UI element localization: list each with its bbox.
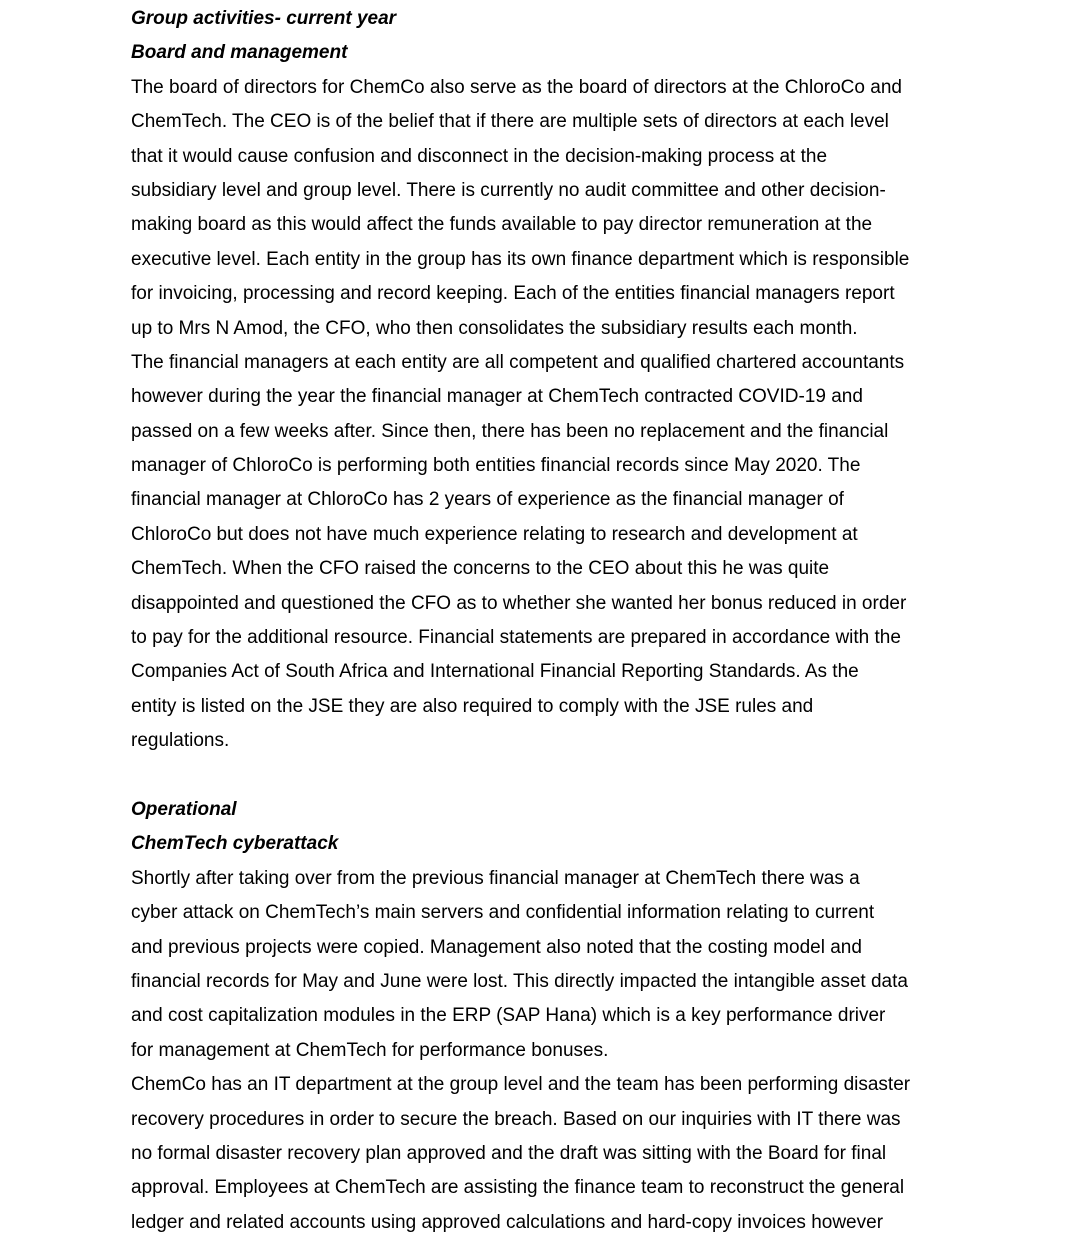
text-line: for invoicing, processing and record keeping. Each of the entities financial managers report [131,283,895,305]
text-line: disappointed and questioned the CFO as to whether she wanted her bonus reduced in order [131,592,907,614]
text-line: subsidiary level and group level. There is currently no audit committee and other decision- [131,179,886,201]
text-line: The board of directors for ChemCo also serve as the board of directors at the ChloroCo and [131,76,902,98]
subheading-chemtech-cyberattack: ChemTech cyberattack [131,833,339,855]
text-line: entity is listed on the JSE they are also required to comply with the JSE rules and [131,695,814,717]
text-line: Companies Act of South Africa and International Financial Reporting Standards. As the [131,661,859,683]
text-line: to pay for the additional resource. Financial statements are prepared in accordance with the [131,627,901,649]
text-line: up to Mrs N Amod, the CFO, who then consolidates the subsidiary results each month. [131,317,858,339]
document-page [131,2,961,1240]
text-line: manager of ChloroCo is performing both entities financial records since May 2020. The [131,455,861,477]
text-line: ledger and related accounts using approved calculations and hard-copy invoices however [131,1211,884,1233]
section-heading-group-activities: Group activities- current year [131,8,397,29]
text-line: and cost capitalization modules in the ERP (SAP Hana) which is a key performance driver [131,1005,886,1027]
text-line: making board as this would affect the funds available to pay director remuneration at the [131,214,873,236]
text-line: executive level. Each entity in the group has its own finance department which is responsible [131,248,910,270]
paragraph-financial-managers [131,346,961,759]
blank-line [131,759,961,793]
subheading-board-and-management: Board and management [131,42,348,64]
paragraph-it-department [131,1068,961,1240]
text-line: financial manager at ChloroCo has 2 years of experience as the financial manager of [131,489,844,511]
paragraph-cyber-attack [131,862,961,1068]
text-line: and previous projects were copied. Management also noted that the costing model and [131,936,862,958]
text-line: regulations. [131,730,230,752]
text-line: ChemTech. The CEO is of the belief that if there are multiple sets of directors at each level [131,111,889,133]
text-line: cyber attack on ChemTech’s main servers and confidential information relating to current [131,902,875,924]
text-line: ChemTech. When the CFO raised the concerns to the CEO about this he was quite [131,558,830,580]
text-line: The financial managers at each entity are all competent and qualified chartered accountants [131,351,905,373]
paragraph-board-directors [131,71,961,346]
text-line: Shortly after taking over from the previous financial manager at ChemTech there was a [131,867,860,889]
text-line: passed on a few weeks after. Since then, there has been no replacement and the financial [131,420,889,442]
text-line: that it would cause confusion and disconnect in the decision-making process at the [131,145,828,167]
text-line: financial records for May and June were lost. This directly impacted the intangible asset data [131,970,908,992]
text-line: however during the year the financial manager at ChemTech contracted COVID-19 and [131,386,863,408]
text-line: recovery procedures in order to secure the breach. Based on our inquiries with IT there was [131,1108,901,1130]
section-heading-operational: Operational [131,798,237,820]
text-line: approval. Employees at ChemTech are assisting the finance team to reconstruct the general [131,1177,905,1199]
text-line: ChloroCo but does not have much experience relating to research and development at [131,523,858,545]
text-line: no formal disaster recovery plan approved and the draft was sitting with the Board for final [131,1142,887,1164]
text-line: ChemCo has an IT department at the group level and the team has been performing disaster [131,1074,911,1096]
text-line: for management at ChemTech for performance bonuses. [131,1039,609,1061]
